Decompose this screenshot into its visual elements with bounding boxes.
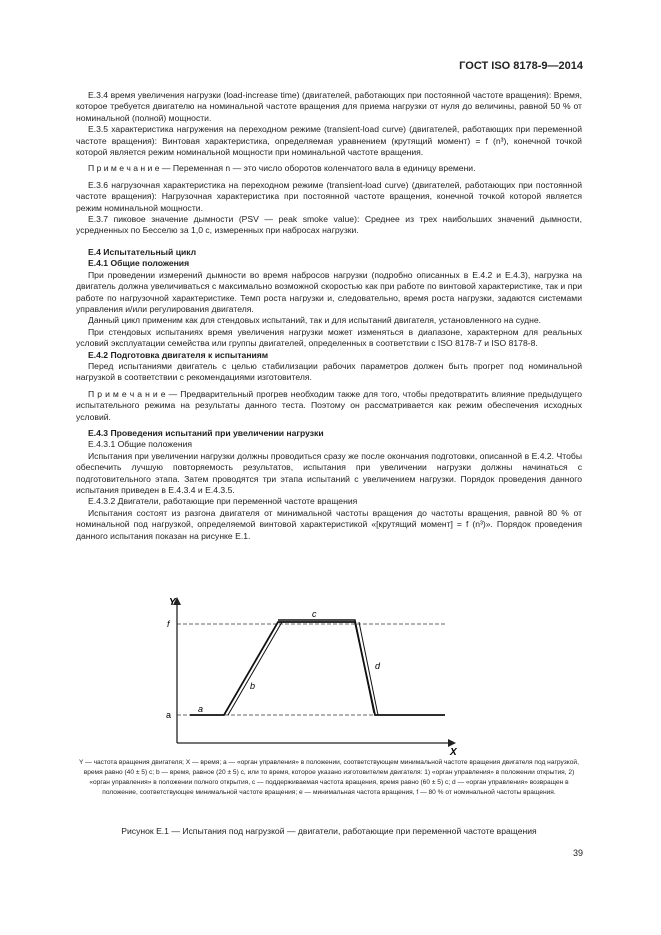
document-header: ГОСТ ISO 8178-9—2014 xyxy=(459,60,583,72)
figure-e1 xyxy=(160,595,460,755)
paragraph: При проведении измерений дымности во время набросов нагрузки (подробно описанных в Е.4.2 и Е.4.3), нагрузка на двигатель должна увеличиваться с максимально возможной скоростью как при работе по винтовой характеристике, так и при работе по нагрузочной характеристике. Темп роста нагрузки и, следовательно, время роста нагрузки, задаются системами управления и/или регулирования двигателя. xyxy=(76,269,582,314)
paragraph: Е.4 Испытательный цикл xyxy=(88,246,197,257)
paragraph: Е.4.3 Проведения испытаний при увеличении нагрузки xyxy=(88,427,324,438)
paragraph: Перед испытаниями двигатель с целью стабилизации рабочих параметров должен быть прогрет под номинальной нагрузкой в соответствии с рекомендациями изготовителя. xyxy=(76,360,582,383)
paragraph: П р и м е ч а н и е — Переменная n — это число оборотов коленчатого вала в единицу времени. xyxy=(88,163,476,174)
x-axis-label: X xyxy=(450,747,457,755)
segment-d-label: d xyxy=(375,661,381,671)
segment-b-shadow xyxy=(228,622,282,715)
segment-a-label: a xyxy=(198,704,204,714)
paragraph: Е.4.1 Общие положения xyxy=(88,258,190,269)
figure-caption: Рисунок Е.1 — Испытания под нагрузкой — двигатели, работающие при переменной частоте вращения xyxy=(121,826,537,836)
load-curve-upper xyxy=(278,620,374,713)
a-level-label: a xyxy=(166,710,172,720)
paragraph: Е.3.4 время увеличения нагрузки (load-increase time) (двигателей, работающих при постоянной частоте вращения): Время, которое требуется двигателю на номинальной частоте вращения для приема нагрузки от нуля до величины, равной 50 % от номинальной (полной) мощности. xyxy=(76,90,582,123)
paragraph: Е.4.3.1 Общие положения xyxy=(88,439,193,450)
paragraph: При стендовых испытаниях время увеличения нагрузки может изменяться в диапазоне, характерном для реальных условий эксплуатации семейства или группы двигателей, определенных в соответствии с ISO 8178-7 и ISO 8178-8. xyxy=(76,326,582,349)
paragraph: Е.4.2 Подготовка двигателя к испытаниям xyxy=(88,349,269,360)
y-axis-label: Y xyxy=(169,597,176,608)
f-level-label: f xyxy=(167,619,170,629)
paragraph: Е.3.7 пиковое значение дымности (PSV — peak smoke value): Среднее из трех наибольших значений дымности, усредненных по Бесселю за 1,0 с, измеренных при набросах нагрузки. xyxy=(76,214,582,236)
load-curve xyxy=(190,622,445,715)
paragraph: Испытания при увеличении нагрузки должны проводиться сразу же после окончания подготовки, описанной в Е.4.2. Чтобы обеспечить лучшую повторяемость результатов, испытания при увеличении нагрузки должны начинаться с подготовительного этапа. Затем проводятся три этапа испытаний с увеличением нагрузки. Порядок проведения данного испытания приведен в Е.4.3.4 и Е.4.3.5. xyxy=(76,450,582,495)
paragraph: Е.3.5 характеристика нагружения на переходном режиме (transient-load curve) (двигателей, работающих при переменной частоте вращения): Винтовая характеристика, определяемая уравнением (крутящий момент) = f (n³), конечной точкой которой является режим номинальной мощности при номинальной частоте вращения. xyxy=(76,124,582,158)
paragraph: Е.3.6 нагрузочная характеристика на переходном режиме (transient-load curve) (двигателей, работающих при постоянной частоте вращения): Нагрузочная характеристика при постоянной частоте вращения, конечной точкой которой является режим номинальной мощности. xyxy=(76,179,582,213)
paragraph: П р и м е ч а н и е — Предварительный прогрев необходим также для того, чтобы предотвратить влияние предыдущего испытательного режима на результаты данного теста. Поэтому он рассматривается как режим обеспечения исходных условий. xyxy=(76,388,582,422)
x-axis-arrow xyxy=(448,739,456,747)
figure-legend: Y — частота вращения двигателя; X — время; a — «орган управления» в положении, соответствующем минимальной частоте вращения двигателя под нагрузкой, время равно (40 ± 5) с; b — время, равное (20 ± 5) с, или то время, которое указано изготовителем двигателя: 1) «орган управления» в положении открытия, 2) «орган управления» в положении полного открытия, c — поддерживаемая частота вращения, время равно (60 ± 5) с; d — «орган управления» возвращен в положение, соответствующее минимальной частоте вращения; e — минимальная частота вращения, f — 80 % от номинальной частоты вращения. xyxy=(79,759,579,796)
page-number: 39 xyxy=(572,848,583,858)
paragraph: Испытания состоят из разгона двигателя от минимальной частоты вращения до частоты вращения, равной 80 % от номинальной под нагрузкой, определяемой винтовой характеристикой «[крутящий момент] = f (n³)». Порядок проведения данного испытания показан на рисунке Е.1. xyxy=(76,507,582,541)
paragraph: Данный цикл применим как для стендовых испытаний, так и для испытаний двигателя, установленного на судне. xyxy=(88,315,542,326)
document-body xyxy=(76,90,582,542)
paragraph: Е.4.3.2 Двигатели, работающие при переменной частоте вращения xyxy=(88,496,358,507)
segment-b-label: b xyxy=(250,681,256,691)
segment-c-label: c xyxy=(312,609,317,619)
